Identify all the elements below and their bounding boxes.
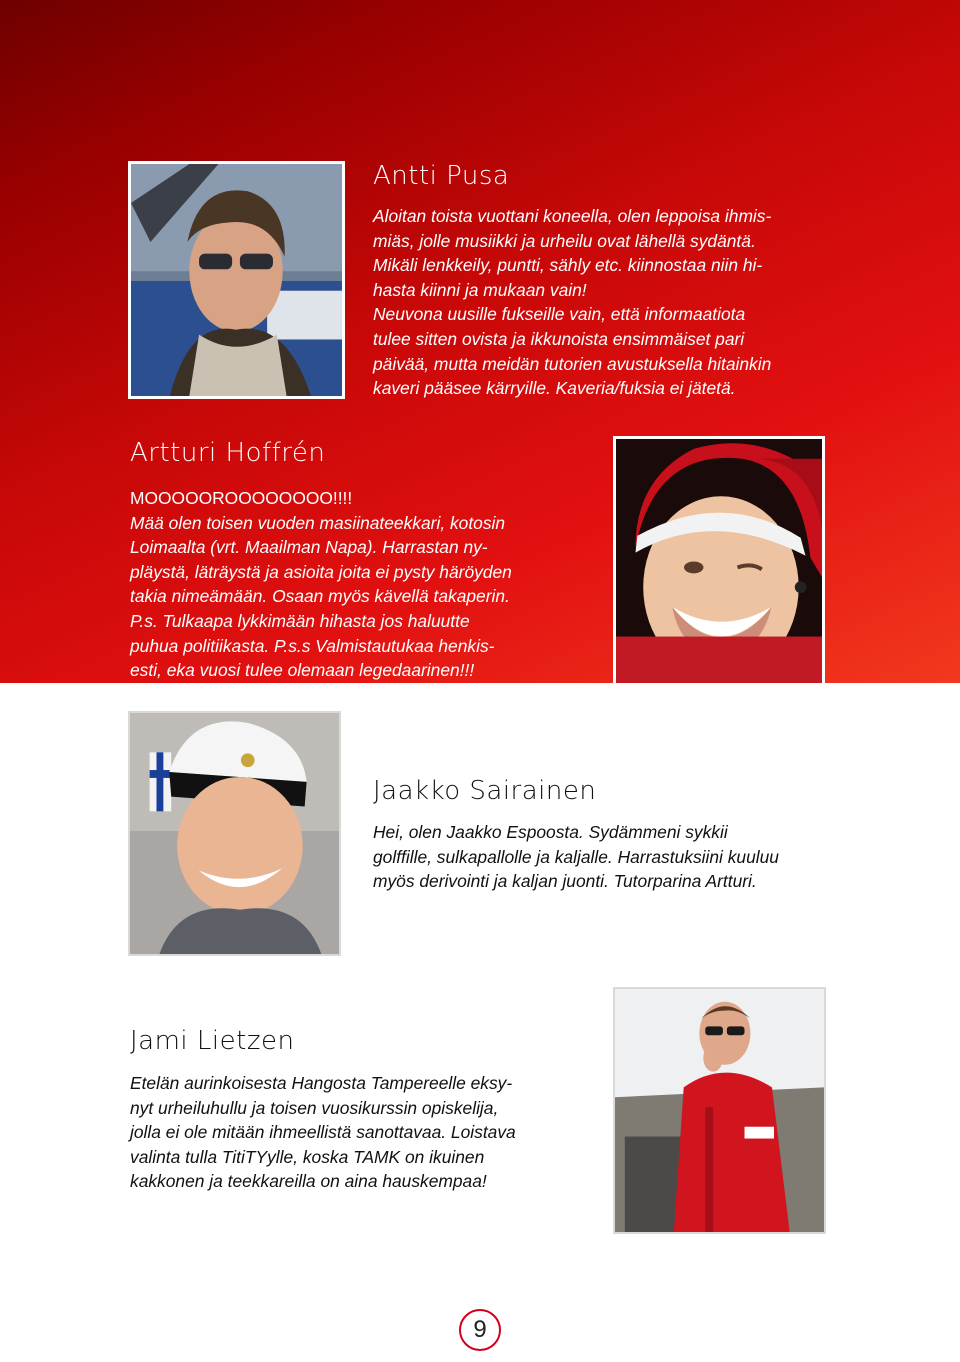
- name-artturi-hoffren: Artturi Hoffrén: [130, 438, 326, 468]
- photo-jaakko-sairainen: [128, 711, 341, 956]
- bio-line: pläystä, läträystä ja asioita joita ei pysty häröyden: [130, 561, 512, 582]
- bio-line: päivää, mutta meidän tutorien avustuksella hitainkin: [373, 353, 772, 374]
- bio-line: MOOOOOROOOOOOOO!!!!: [130, 488, 353, 508]
- bio-line: Neuvona uusille fukseille vain, että informaatiota: [373, 304, 746, 325]
- bio-line: Hei, olen Jaakko Espoosta. Sydämmeni sykkii: [373, 822, 728, 842]
- bio-line: puhua politiikasta. P.s.s Valmistautukaa henkis-: [130, 635, 495, 656]
- photo-artturi-hoffren: [613, 436, 825, 683]
- bio-line: Aloitan toista vuottani koneella, olen leppoisa ihmis-: [373, 206, 772, 226]
- bio-line: kakkonen ja teekkareilla on aina hauskempaa!: [130, 1171, 487, 1192]
- bio-artturi-hoffren: [130, 486, 584, 683]
- bio-line: valinta tulla TitiTYylle, koska TAMK on ikuinen: [130, 1146, 485, 1167]
- bio-jami-lietzen: [130, 1071, 584, 1194]
- bio-line: takia nimeämään. Osaan myös kävellä takaperin.: [130, 586, 510, 607]
- bio-line: Etelän aurinkoisesta Hangosta Tampereelle eksy-: [130, 1073, 513, 1093]
- bio-line: tulee sitten ovista ja ikkunoista ensimmäiset pari: [373, 328, 745, 349]
- bio-line: P.s. Tulkaapa lykkimään hihasta jos haluutte: [130, 610, 470, 631]
- page-number: 9: [459, 1309, 501, 1351]
- photo-antti-pusa: [128, 161, 345, 399]
- bio-line: miäs, jolle musiikki ja urheilu ovat lähellä sydäntä.: [373, 230, 756, 251]
- bio-line: Loimaalta (vrt. Maailman Napa). Harrastan ny-: [130, 537, 488, 558]
- bio-line: nyt urheiluhullu ja toisen vuosikurssin opiskelija,: [130, 1097, 499, 1118]
- bio-line: hasta kiinni ja mukaan vain!: [373, 279, 587, 300]
- bio-line: Mikäli lenkkeily, puntti, sähly etc. kiinnostaa niin hi-: [373, 255, 763, 276]
- bio-line: esti, eka vuosi tulee olemaan legedaarinen!!!: [130, 660, 475, 681]
- name-jami-lietzen: Jami Lietzen: [130, 1026, 295, 1056]
- bio-jaakko-sairainen: [373, 820, 859, 894]
- bio-line: Mää olen toisen vuoden masiinateekkari, kotosin: [130, 512, 506, 533]
- bio-line: myös derivointi ja kaljan juonti. Tutorparina Artturi.: [373, 871, 757, 892]
- bio-antti-pusa: [373, 204, 859, 401]
- name-jaakko-sairainen: Jaakko Sairainen: [373, 776, 597, 806]
- photo-jami-lietzen: [613, 987, 826, 1234]
- name-antti-pusa: Antti Pusa: [373, 161, 510, 191]
- bio-line: jolla ei ole mitään ihmeellistä sanottavaa. Loistava: [130, 1122, 516, 1143]
- bio-line: kaveri pääsee kärryille. Kaveria/fuksia ei jätetä.: [373, 378, 736, 399]
- bio-line: golffille, sulkapallolle ja kaljalle. Harrastuksiini kuuluu: [373, 846, 779, 867]
